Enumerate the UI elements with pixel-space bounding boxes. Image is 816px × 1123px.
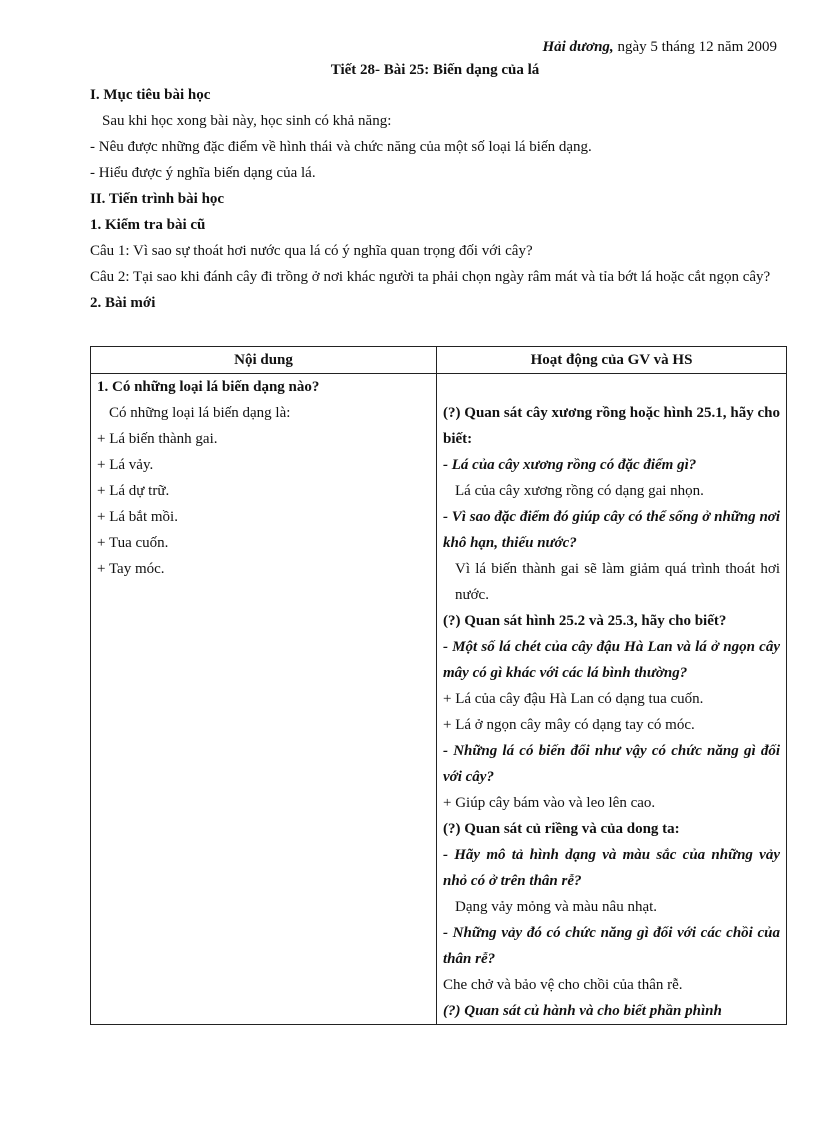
list-item: + Lá biến thành gai. [97,431,218,447]
list-item: + Tay móc. [97,561,165,577]
list-item: + Lá vảy. [97,457,154,473]
list-item: + Lá bắt mồi. [97,509,178,525]
question-rhizome-b: - Những vảy đó có chức năng gì đối với các chồi của thân rễ? [443,925,780,967]
answer-rhizome-a: Dạng vảy mỏng và màu nâu nhạt. [455,899,658,915]
content-intro: Có những loại lá biến dạng là: [109,405,291,421]
lesson-title: Tiết 28- Bài 25: Biến dạng của lá [330,62,540,78]
lesson-table [90,346,787,1025]
date-place: Hải dương, [542,39,614,55]
document-page [90,36,780,316]
question-figures-b: - Những lá có biến đổi như vậy có chức năng gì đối với cây? [443,743,780,785]
table-header-content: Nội dung [91,347,437,374]
question-cactus: (?) Quan sát cây xương rồng hoặc hình 25.1, hãy cho biết: [443,405,780,447]
answer-figures-b: + Giúp cây bám vào và leo lên cao. [443,795,656,811]
list-item: + Tua cuốn. [97,535,169,551]
content-cell [91,374,437,1025]
objectives-intro: Sau khi học xong bài này, học sinh có khả năng: [102,113,392,129]
question-cactus-b: - Vì sao đặc điểm đó giúp cây có thể sống ở những nơi khô hạn, thiếu nước? [443,509,780,551]
question-figures: (?) Quan sát hình 25.2 và 25.3, hãy cho biết? [443,613,727,629]
objective-1: - Nêu được những đặc điểm về hình thái và chức năng của một số loại lá biến dạng. [90,139,592,155]
check-old-lesson-heading: 1. Kiểm tra bài cũ [90,217,206,233]
review-question-1: Câu 1: Vì sao sự thoát hơi nước qua lá có ý nghĩa quan trọng đối với cây? [90,243,533,259]
answer-cactus-a: Lá của cây xương rồng có dạng gai nhọn. [455,483,704,499]
question-cactus-a: - Lá của cây xương rồng có đặc điểm gì? [443,457,697,473]
objective-2: - Hiểu được ý nghĩa biến dạng của lá. [90,165,316,181]
question-rhizome-a: - Hãy mô tả hình dạng và màu sắc của những vảy nhỏ có ở trên thân rễ? [443,847,780,889]
activities-cell [437,374,787,1025]
answer-rhizome-b: Che chở và bảo vệ cho chồi của thân rễ. [443,977,683,993]
date-text: ngày 5 tháng 12 năm 2009 [617,39,777,55]
answer-cactus-b: Vì lá biến thành gai sẽ làm giảm quá trình thoát hơi nước. [455,561,780,603]
answer-figures-a2: + Lá ở ngọn cây mây có dạng tay có móc. [443,717,695,733]
question-figures-a: - Một số lá chét của cây đậu Hà Lan và lá ở ngọn cây mây có gì khác với các lá bình thường? [443,639,780,681]
section-objectives-heading: I. Mục tiêu bài học [90,87,211,103]
question-rhizome: (?) Quan sát củ riềng và của dong ta: [443,821,680,837]
new-lesson-heading: 2. Bài mới [90,295,156,311]
question-onion: (?) Quan sát củ hành và cho biết phần phình [443,1003,722,1019]
blank-line [443,374,780,400]
list-item: + Lá dự trữ. [97,483,170,499]
content-heading: 1. Có những loại lá biến dạng nào? [97,379,320,395]
date-line [90,36,777,58]
table-header-activities: Hoạt động của GV và HS [437,347,787,374]
review-question-2: Câu 2: Tại sao khi đánh cây đi trồng ở nơi khác người ta phải chọn ngày râm mát và tỉa bớt lá hoặc cắt ngọn cây? [90,269,771,285]
section-process-heading: II. Tiến trình bài học [90,191,225,207]
answer-figures-a1: + Lá của cây đậu Hà Lan có dạng tua cuốn. [443,691,704,707]
